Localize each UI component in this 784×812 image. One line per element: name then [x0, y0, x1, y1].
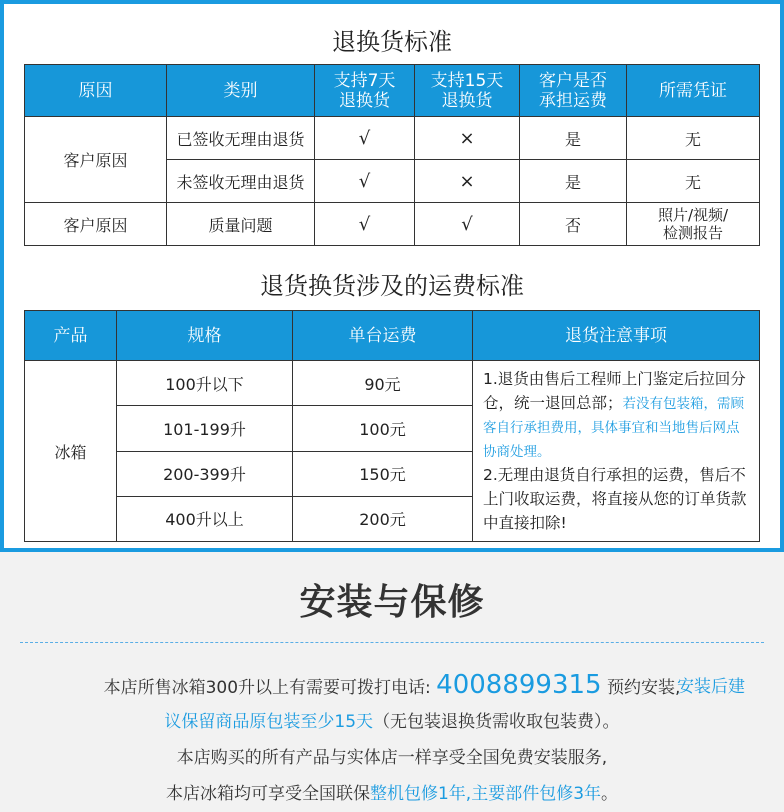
freight-cell: 是: [520, 160, 627, 203]
header-fee: 单台运费: [293, 311, 473, 361]
check-mark: √: [315, 203, 415, 246]
install-text: 本店所售冰箱300升以上有需要可拨打电话:: [103, 678, 431, 698]
table-row: [25, 361, 760, 406]
proof-cell: 无: [627, 160, 760, 203]
install-line-1b: [0, 707, 784, 732]
install-highlight-cont: 议保留商品原包装至少15天: [164, 712, 374, 732]
dashed-divider: [20, 642, 764, 643]
note-2: 2.无理由退货自行承担的运费，售后不上门收取运费，将直接从您的订单货款中直接扣除!: [483, 466, 747, 532]
install-warranty: 整机包修1年,主要部件包修3年: [369, 784, 602, 804]
exchange-header-row: [25, 65, 760, 117]
reason-cell: 客户原因: [25, 117, 167, 203]
freight-cell: 否: [520, 203, 627, 246]
cross-mark: ×: [415, 117, 520, 160]
header-freight: 客户是否 承担运费: [520, 65, 627, 117]
product-cell: 冰箱: [25, 361, 117, 542]
header-notes: 退货注意事项: [473, 311, 760, 361]
fee-cell: 150元: [293, 451, 473, 496]
install-highlight-tail: 安装后建: [677, 677, 745, 697]
category-cell: 质量问题: [167, 203, 315, 246]
phone-number[interactable]: 4008899315: [436, 670, 602, 700]
install-text: 预约安装,: [607, 678, 681, 698]
fee-cell: 100元: [293, 406, 473, 451]
freight-title: 退货换货涉及的运费标准: [260, 272, 524, 300]
check-mark: √: [315, 117, 415, 160]
spec-cell: 101-199升: [117, 406, 293, 451]
header-reason: 原因: [25, 65, 167, 117]
proof-cell: 无: [627, 117, 760, 160]
header-7day: 支持7天 退换货: [315, 65, 415, 117]
header-product: 产品: [25, 311, 117, 361]
exchange-table: [24, 64, 760, 246]
return-notes: [473, 361, 760, 542]
proof-cell: 照片/视频/ 检测报告: [627, 203, 760, 246]
install-text: 本店冰箱均可享受全国联保: [165, 784, 370, 804]
note-1-highlight: 若没有包装箱，需顾客自行承担费用，具体事宜和当地售后网点协商处理。: [483, 396, 745, 460]
fee-cell: 90元: [293, 361, 473, 406]
install-line-3: [0, 779, 784, 804]
spec-cell: 200-399升: [117, 451, 293, 496]
install-text: 。: [601, 784, 619, 804]
category-cell: 未签收无理由退货: [167, 160, 315, 203]
install-title: 安装与保修: [299, 582, 485, 623]
header-15day: 支持15天 退换货: [415, 65, 520, 117]
table-row: [25, 203, 760, 246]
freight-cell: 是: [520, 117, 627, 160]
check-mark: √: [315, 160, 415, 203]
note-1: 1.退货由售后工程师上门鉴定后拉回分仓，统一退回总部；: [483, 370, 746, 412]
freight-header-row: [25, 311, 760, 361]
header-proof: 所需凭证: [627, 65, 760, 117]
install-line-2: 本店购买的所有产品与实体店一样享受全国免费安装服务,: [176, 748, 608, 768]
cross-mark: ×: [415, 160, 520, 203]
freight-table: [24, 310, 760, 542]
check-mark: √: [415, 203, 520, 246]
header-category: 类别: [167, 65, 315, 117]
category-cell: 已签收无理由退货: [167, 117, 315, 160]
table-row: [25, 117, 760, 160]
spec-cell: 100升以下: [117, 361, 293, 406]
install-line-1: [0, 670, 784, 700]
install-text: （无包装退换货需收取包装费）。: [373, 712, 620, 732]
fee-cell: 200元: [293, 496, 473, 541]
exchange-title: 退换货标准: [332, 28, 452, 56]
reason-cell: 客户原因: [25, 203, 167, 246]
policy-panel-inner: [4, 4, 780, 548]
header-spec: 规格: [117, 311, 293, 361]
spec-cell: 400升以上: [117, 496, 293, 541]
